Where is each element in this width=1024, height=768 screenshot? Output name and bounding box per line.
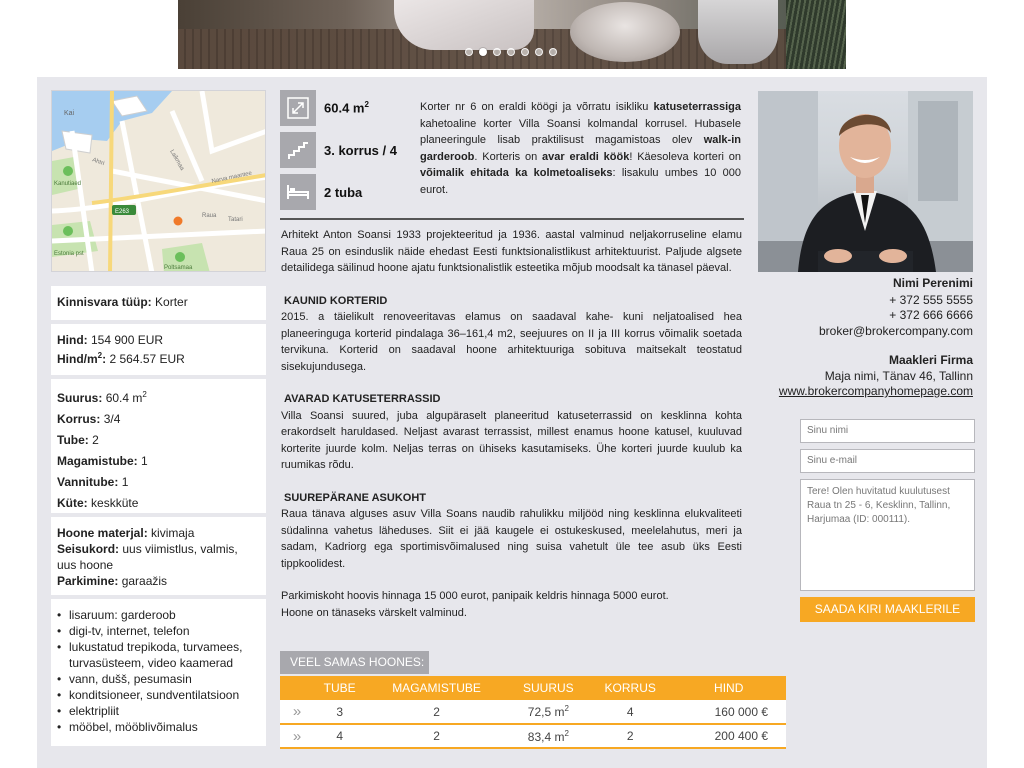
bathrooms-label: Vannitube: (57, 475, 119, 489)
feature-item: • konditsioneer, sundventilatsioon (57, 687, 260, 703)
cell-size: 72,5 $m^2$ (508, 700, 589, 724)
map-label: Estonia pst (54, 251, 84, 257)
table-header: SUURUS (508, 676, 589, 700)
map-graphic (52, 91, 266, 272)
cell-bedrooms: 2 (365, 724, 507, 748)
double-chevron-icon[interactable]: » (280, 700, 314, 724)
expand-icon (280, 90, 316, 126)
lead-highlight: walk-in garderoob (420, 134, 741, 163)
carousel-dot[interactable] (521, 48, 529, 56)
same-building-button[interactable]: VEEL SAMAS HOONES: (280, 651, 429, 674)
hero-sofa (394, 0, 534, 50)
broker-address: Maja nimi, Tänav 46, Tallinn (824, 368, 973, 383)
rooms-value: 2 (92, 433, 99, 447)
message-field[interactable]: Tere! Olen huvitatud kuulutusest Raua tn 25 - 6, Kesklinn, Tallinn, Harjumaa (ID: 000111). (800, 479, 975, 591)
lead-highlight: võimalik ehitada ka kolmetoaliseks (420, 167, 613, 179)
material-label: Hoone materjal: (57, 526, 148, 540)
same-building-table (280, 676, 786, 749)
map-label: Tatari (228, 217, 243, 223)
bathrooms-value: 1 (121, 475, 129, 489)
map-label: Laikmaa (168, 149, 185, 172)
map-label: Raua (202, 213, 217, 219)
map-label: Ahtri (91, 157, 105, 168)
route-badge: E263 (115, 209, 130, 215)
price-value: 154 900 EUR (91, 333, 164, 347)
lead-text: kahetoaline korter Villa Soansi kolmandal korrusel. Hubasele planeeringule lisab praktilisust magamistoas olev (420, 117, 741, 146)
map-label: Kanutiaed (54, 181, 82, 187)
section-heading: SUUREPÄRANE ASUKOHT (284, 491, 426, 504)
carousel-dot-active[interactable] (479, 48, 487, 56)
bed-icon (280, 174, 316, 210)
cell-floor: 2 (589, 724, 671, 748)
bedrooms-value: 1 (141, 454, 148, 468)
type-value: Korter (155, 295, 188, 309)
cell-price: 200 400 € (671, 724, 786, 748)
feature-item: • elektripliit (57, 703, 260, 719)
condition-label: Seisukord: (57, 542, 120, 556)
carousel-dot[interactable] (535, 48, 543, 56)
carousel-dot[interactable] (549, 48, 557, 56)
rooms-label: Tube: (57, 433, 89, 447)
broker-contact (758, 276, 973, 400)
section-divider (280, 218, 744, 220)
lead-text: . Korteris on (474, 150, 543, 163)
broker-email[interactable]: broker@brokercompany.com (818, 323, 973, 338)
floor-label: Korrus: (57, 412, 101, 426)
lead-text: Korter nr 6 on eraldi köögi ja võrratu isikliku (420, 101, 654, 113)
lead-highlight: avar eraldi köök (542, 150, 630, 163)
carousel-dot[interactable] (465, 48, 473, 56)
condition-value: uus viimistlus, valmis, uus hoone (57, 542, 238, 572)
cell-size-value: 83,4 m (527, 729, 565, 744)
map-label: Poltsamaa (164, 265, 193, 271)
stairs-icon (280, 132, 316, 168)
broker-firm: Maakleri Firma (888, 353, 973, 367)
lead-paragraph (420, 99, 741, 198)
table-header-spacer (280, 676, 314, 700)
name-field[interactable]: Sinu nimi (800, 419, 975, 443)
table-header: MAGAMISTUBE (365, 676, 507, 700)
rooms-fact-value: 2 tuba (324, 184, 363, 200)
cell-size-value: 72,5 m (527, 705, 565, 719)
feature-item: • lisaruum: garderoob (57, 607, 260, 623)
bedrooms-label: Magamistube: (57, 454, 138, 468)
broker-photo-graphic (758, 91, 973, 272)
intro-paragraph: Arhitekt Anton Soansi 1933 projekteeritud ja 1936. aastal valminud neljakorruseline elamu Raua 25 on esinduslik näide ehedast Eesti funktsionalistlikust arhitektuurist. Paljude algsete detailidega säilinud hoone ajatu funktsionalistlik esteetika mõjub moodsalt ka tänasel päeval. (281, 229, 742, 274)
key-fact-area: 60.4 $m^2$ (280, 90, 420, 126)
info-box-building (51, 517, 266, 595)
send-message-button[interactable]: SAADA KIRI MAAKLERILE (800, 597, 975, 622)
feature-item: • digi-tv, internet, telefon (57, 623, 260, 639)
broker-phone[interactable]: + 372 555 5555 (889, 292, 973, 307)
broker-photo (758, 91, 973, 272)
cell-floor: 4 (589, 700, 671, 724)
key-facts (280, 90, 420, 216)
email-field[interactable]: Sinu e-mail (800, 449, 975, 473)
lead-text: : lisakulu umbes 10 000 eurot. (420, 167, 742, 196)
features-list (57, 607, 260, 735)
size-label: Suurus: (57, 391, 103, 405)
info-box-details: Suurus: 60.4 $m^2$ Korrus: 3/4 Tube: 2 Magamistube: 1 Vannitube: 1 Küte: keskküte (51, 379, 266, 513)
cell-rooms: 3 (314, 700, 365, 724)
lead-text: ! Käesoleva korteri on (629, 150, 742, 163)
info-box-price: Hind: 154 900 EUR Hind/$m^2$: 2 564.57 EUR (51, 324, 266, 375)
description-body (281, 227, 742, 621)
map-label: Kai (64, 110, 75, 117)
table-header: TUBE (314, 676, 365, 700)
section-heading: KAUNID KORTERID (284, 294, 388, 307)
key-fact-floor (280, 132, 420, 168)
key-fact-rooms (280, 174, 420, 210)
broker-phone[interactable]: + 372 666 6666 (889, 308, 973, 322)
size-value: 60.4 m (105, 391, 143, 405)
section-heading: AVARAD KATUSETERRASSID (284, 393, 441, 405)
listing-panel (37, 77, 987, 768)
hero-chair (570, 2, 680, 62)
hero-image[interactable] (178, 0, 846, 69)
section-paragraph: Raua tänava alguses asuv Villa Soans naudib rahulikku miljööd ning kesklinna elukvaliteeti südalinna vahetus läheduses. Siit ei jää kaugele ei ostukeskused, meelelahutus, meri ja sadam, Kadriorg ega sportimisvõimalused ning suisa vahetult üle tee asub üks Eesti tippkoolidest. (281, 508, 742, 570)
table-header-row (280, 676, 786, 700)
material-value: kivimaja (151, 526, 195, 540)
table-header: KORRUS (589, 676, 671, 700)
parking-note: Parkimiskoht hoovis hinnaga 15 000 eurot, panipaik keldris hinnaga 5000 eurot. (281, 590, 669, 602)
parking-label: Parkimine: (57, 574, 119, 588)
ppm-value: 2 564.57 EUR (109, 352, 185, 366)
floor-value: 3/4 (103, 412, 121, 426)
cell-size: 83,4 $m^2$ (508, 724, 589, 748)
table-header: HIND (671, 676, 786, 700)
broker-name: Nimi Perenimi (892, 276, 973, 290)
cell-rooms: 4 (314, 724, 365, 748)
parking-value: garaažis (121, 574, 168, 588)
hero-plant (786, 0, 846, 69)
cell-price: 160 000 € (671, 700, 786, 724)
location-map[interactable] (51, 90, 266, 272)
feature-item: • vann, dušš, pesumasin (57, 671, 260, 687)
price-label: Hind: (57, 333, 88, 347)
section-paragraph: 2015. a täielikult renoveeritavas elamus on saadaval kahe- kuni neljatoalised hea planeeringuga korterid pindalaga 36–161,4 m2, seejuures on II ja III korrus võimalik soetada tervikuna. Korterid on saadaval hoone arhitektuuriga sobituva maitsekalt teostatud sisekujundusega. (281, 311, 742, 373)
cell-bedrooms: 2 (365, 700, 507, 724)
double-chevron-icon[interactable]: » (280, 724, 314, 748)
table-row[interactable] (280, 724, 786, 748)
heating-label: Küte: (57, 496, 88, 510)
lead-highlight: katuseterrassiga (653, 101, 741, 113)
heating-value: keskküte (91, 496, 139, 510)
completion-note: Hoone on tänaseks värskelt valminud. (281, 606, 467, 619)
broker-website-link[interactable]: www.brokercompanyhomepage.com (778, 384, 973, 398)
carousel-dot[interactable] (493, 48, 501, 56)
floor-fact-value: 3. korrus / 4 (324, 142, 397, 158)
section-paragraph: Villa Soansi suured, juba algupäraselt planeeritud katuseterrassid on kesklinna kohta erakordselt haruldased. Neljast avarast terrassist, millest enamus hoone katusel, kuuluvad korterite juurde kolm. Neljas terras on ühiseks kasutamiseks. Ühe korteri juurde kuulub ka ruumikas rõdu. (281, 409, 742, 471)
map-label: Narva maantee (211, 170, 253, 185)
ppm-label: Hind/m (57, 352, 98, 366)
table-row[interactable] (280, 700, 786, 724)
info-box-features (51, 599, 266, 746)
carousel-dots (465, 48, 557, 56)
hero-planter (698, 0, 778, 64)
info-box-type (51, 286, 266, 320)
area-value: 60.4 m (324, 100, 365, 116)
feature-item: • lukustatud trepikoda, turvamees, turvasüsteem, video kaamerad (57, 639, 260, 671)
type-label: Kinnisvara tüüp: (57, 295, 152, 309)
carousel-dot[interactable] (507, 48, 515, 56)
feature-item: • mööbel, mööblivõimalus (57, 719, 260, 735)
